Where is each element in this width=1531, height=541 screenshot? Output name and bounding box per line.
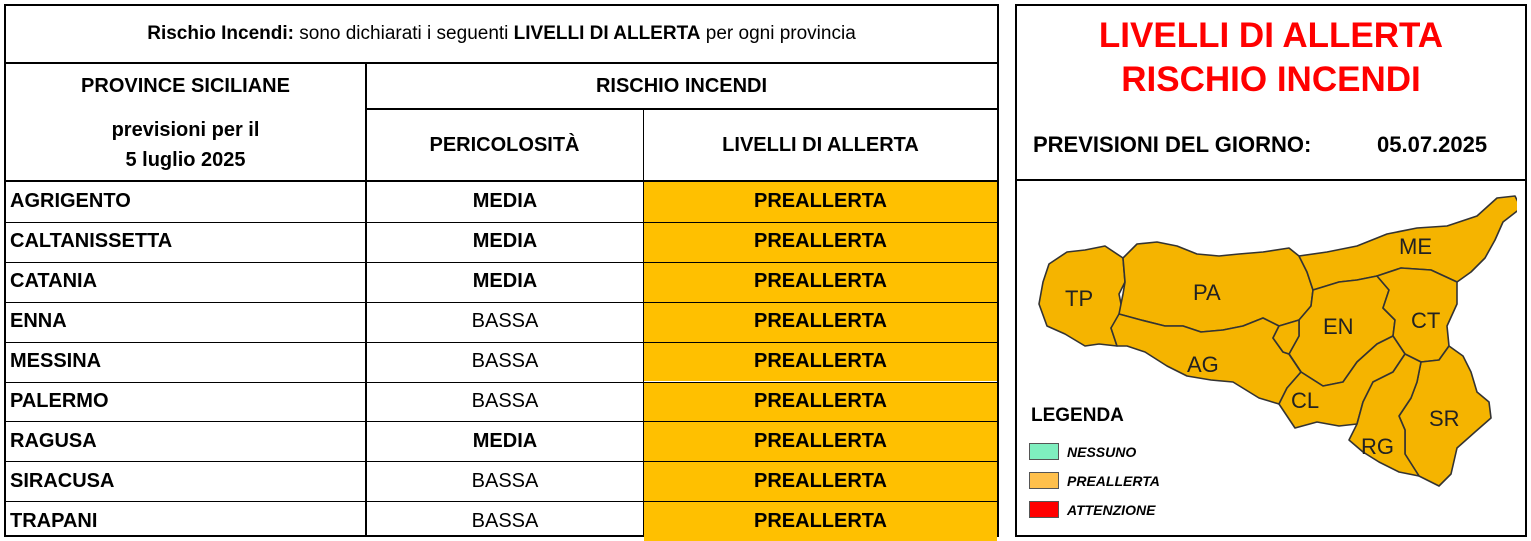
alert-level-cell: PREALLERTA (644, 342, 997, 382)
alert-table (4, 4, 999, 537)
danger-cell: BASSA (471, 469, 539, 492)
province-cell: SIRACUSA (10, 469, 115, 492)
forecast-line2: 5 luglio 2025 (125, 149, 246, 171)
panel-title (1017, 14, 1525, 102)
danger-cell: BASSA (471, 389, 539, 412)
alert-level-cell: PREALLERTA (644, 461, 997, 501)
panel-title-line1: LIVELLI DI ALLERTA (1098, 16, 1444, 55)
legend-item-none (1029, 443, 1136, 460)
panel-title-line2: RISCHIO INCENDI (1121, 60, 1421, 99)
legend-swatch-attention (1029, 501, 1059, 518)
legend-label-attention: ATTENZIONE (1067, 501, 1156, 518)
legend-item-attention (1029, 501, 1155, 518)
map-label-rg: RG (1361, 434, 1394, 459)
danger-cell: BASSA (471, 310, 539, 333)
legend-label-none: NESSUNO (1067, 443, 1137, 460)
province-cell: CATANIA (10, 270, 98, 293)
map-label-sr: SR (1429, 406, 1460, 431)
map-label-ct: CT (1411, 308, 1441, 333)
province-cell: TRAPANI (10, 509, 98, 532)
alert-level-cell: PREALLERTA (644, 501, 997, 541)
map-label-cl: CL (1291, 388, 1320, 413)
alert-level-cell: PREALLERTA (644, 421, 997, 461)
alert-panel (1015, 4, 1527, 537)
forecast-date: 05.07.2025 (1377, 132, 1488, 157)
header-mid: LIVELLI DI ALLERTA (513, 23, 701, 44)
danger-cell: MEDIA (472, 429, 538, 452)
province-cell: CALTANISSETTA (10, 230, 173, 253)
province-cell: MESSINA (10, 350, 102, 373)
forecast-date-header (6, 110, 365, 180)
col-alert-header: LIVELLI DI ALLERTA (722, 133, 919, 156)
province-cell: AGRIGENTO (10, 190, 131, 213)
legend-label-prealert: PREALLERTA (1067, 472, 1160, 489)
alert-level-cell: PREALLERTA (644, 382, 997, 422)
col-danger-header: PERICOLOSITÀ (429, 133, 580, 156)
col-provinces-header: PROVINCE SICILIANE (81, 74, 290, 97)
map-label-me: ME (1399, 234, 1432, 259)
legend-swatch-none (1029, 443, 1059, 460)
legend-swatch-prealert (1029, 472, 1059, 489)
forecast-label: PREVISIONI DEL GIORNO: (1033, 132, 1312, 157)
danger-cell: MEDIA (472, 190, 538, 213)
danger-cell: MEDIA (472, 230, 538, 253)
map-label-pa: PA (1193, 280, 1221, 305)
col-risk-header: RISCHIO INCENDI (595, 74, 768, 97)
header-lead: Rischio Incendi: (147, 23, 294, 44)
province-cell: RAGUSA (10, 429, 97, 452)
header-text: sono dichiarati i seguenti (293, 23, 514, 44)
map-label-en: EN (1323, 314, 1354, 339)
table-header-sentence (6, 6, 997, 62)
legend-item-prealert (1029, 472, 1160, 489)
alert-level-cell: PREALLERTA (644, 222, 997, 262)
map-label-tp: TP (1065, 286, 1094, 311)
legend-title: LEGENDA (1031, 405, 1124, 426)
forecast-line1: previsioni per il (111, 119, 260, 141)
danger-cell: BASSA (471, 509, 539, 532)
header-tail: per ogni provincia (700, 23, 856, 44)
map-label-ag: AG (1187, 352, 1219, 377)
danger-cell: BASSA (471, 350, 539, 373)
province-cell: ENNA (10, 310, 67, 333)
alert-level-cell: PREALLERTA (644, 262, 997, 302)
alert-level-cell: PREALLERTA (644, 182, 997, 222)
alert-level-cell: PREALLERTA (644, 302, 997, 342)
province-cell: PALERMO (10, 389, 109, 412)
danger-cell: MEDIA (472, 270, 538, 293)
